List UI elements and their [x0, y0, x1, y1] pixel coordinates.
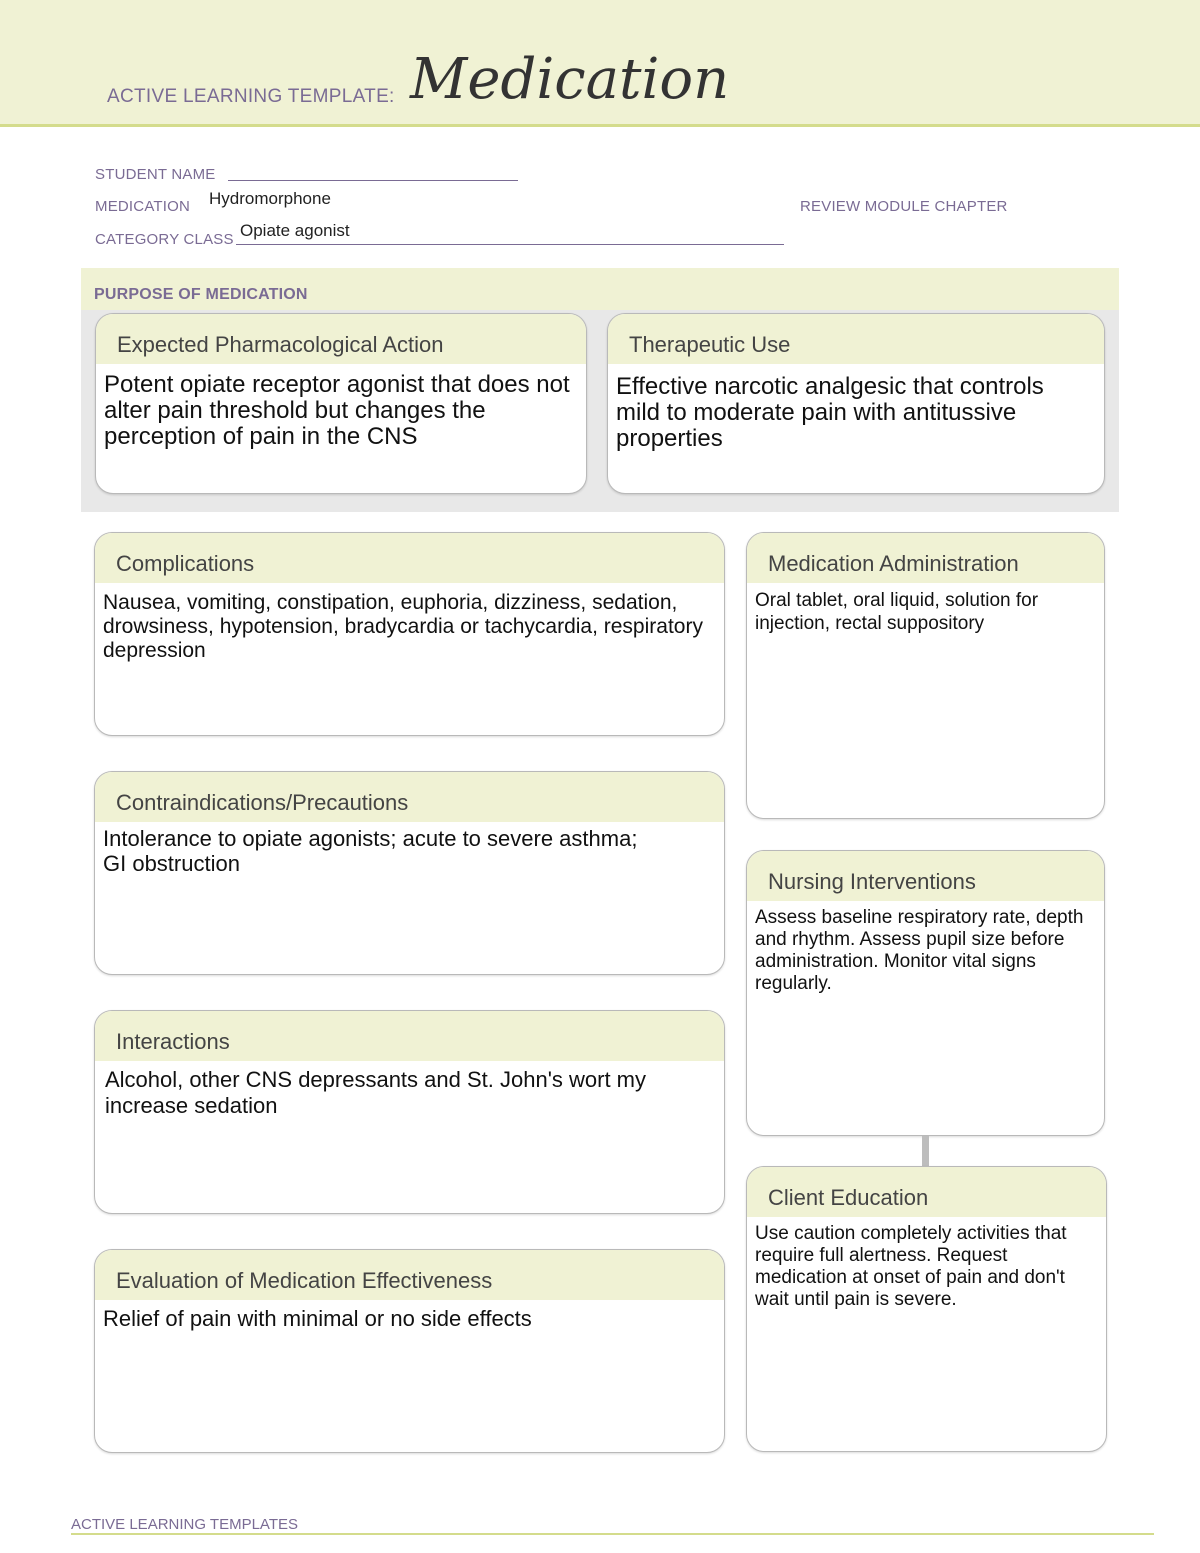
- complications-text[interactable]: Nausea, vomiting, constipation, euphoria, dizziness, sedation, drowsiness, hypotension, bradycardia or tachycardia, respiratory depression: [103, 591, 703, 662]
- template-label: ACTIVE LEARNING TEMPLATE:: [107, 86, 395, 107]
- category-class-line: [236, 244, 784, 245]
- contraindications-header: [95, 772, 724, 822]
- interactions-text[interactable]: Alcohol, other CNS depressants and St. John's wort my increase sedation: [105, 1067, 647, 1118]
- nursing-title: Nursing Interventions: [768, 869, 976, 894]
- evaluation-box: [94, 1249, 725, 1453]
- complications-box: [94, 532, 725, 736]
- interactions-header: [95, 1011, 724, 1061]
- expected-action-box: [95, 313, 587, 494]
- category-class-label: CATEGORY CLASS: [95, 231, 234, 248]
- administration-box: [746, 532, 1105, 819]
- footer-line: [71, 1533, 1154, 1535]
- contraindications-text[interactable]: Intolerance to opiate agonists; acute to severe asthma; GI obstruction: [103, 826, 638, 876]
- expected-action-header: [96, 314, 586, 364]
- complications-title: Complications: [116, 551, 255, 576]
- nursing-text[interactable]: Assess baseline respiratory rate, depth and rhythm. Assess pupil size before administration. Monitor vital signs regularly.: [755, 907, 1084, 994]
- review-module-label: REVIEW MODULE CHAPTER: [800, 198, 1008, 215]
- therapeutic-use-text[interactable]: Effective narcotic analgesic that controls mild to moderate pain with antitussive properties: [616, 373, 1044, 452]
- therapeutic-use-box: [607, 313, 1105, 494]
- administration-title: Medication Administration: [768, 551, 1019, 576]
- contraindications-box: [94, 771, 725, 975]
- expected-action-title: Expected Pharmacological Action: [117, 332, 444, 357]
- complications-header: [95, 533, 724, 583]
- therapeutic-use-title: Therapeutic Use: [629, 332, 791, 357]
- education-text[interactable]: Use caution completely activities that require full alertness. Request medication at onset of pain and don't wait until pain is severe.: [755, 1223, 1067, 1310]
- interactions-box: [94, 1010, 725, 1214]
- education-box: [746, 1166, 1107, 1452]
- evaluation-title: Evaluation of Medication Effectiveness: [116, 1268, 493, 1293]
- evaluation-text[interactable]: Relief of pain with minimal or no side effects: [103, 1306, 532, 1331]
- medication-label: MEDICATION: [95, 198, 191, 215]
- interactions-title: Interactions: [116, 1029, 230, 1054]
- expected-action-text[interactable]: Potent opiate receptor agonist that does not alter pain threshold but changes the perception of pain in the CNS: [104, 371, 570, 450]
- nursing-header: [747, 851, 1104, 901]
- purpose-header: [81, 268, 1119, 310]
- page-title: Medication: [410, 47, 730, 112]
- student-name-line: [228, 180, 518, 181]
- education-title: Client Education: [768, 1185, 929, 1210]
- nursing-box: [746, 850, 1105, 1136]
- connector-bar: [922, 1136, 929, 1166]
- administration-header: [747, 533, 1104, 583]
- category-class-field[interactable]: Opiate agonist: [240, 221, 350, 240]
- medication-field[interactable]: Hydromorphone: [209, 189, 331, 208]
- evaluation-header: [95, 1250, 724, 1300]
- administration-text[interactable]: Oral tablet, oral liquid, solution for injection, rectal suppository: [755, 590, 1039, 634]
- contraindications-title: Contraindications/Precautions: [116, 790, 409, 815]
- header-band: [0, 0, 1200, 127]
- footer-label: ACTIVE LEARNING TEMPLATES: [71, 1516, 298, 1533]
- education-header: [747, 1167, 1106, 1217]
- therapeutic-use-header: [608, 314, 1104, 364]
- student-name-label: STUDENT NAME: [95, 166, 216, 183]
- purpose-title: PURPOSE OF MEDICATION: [94, 286, 308, 303]
